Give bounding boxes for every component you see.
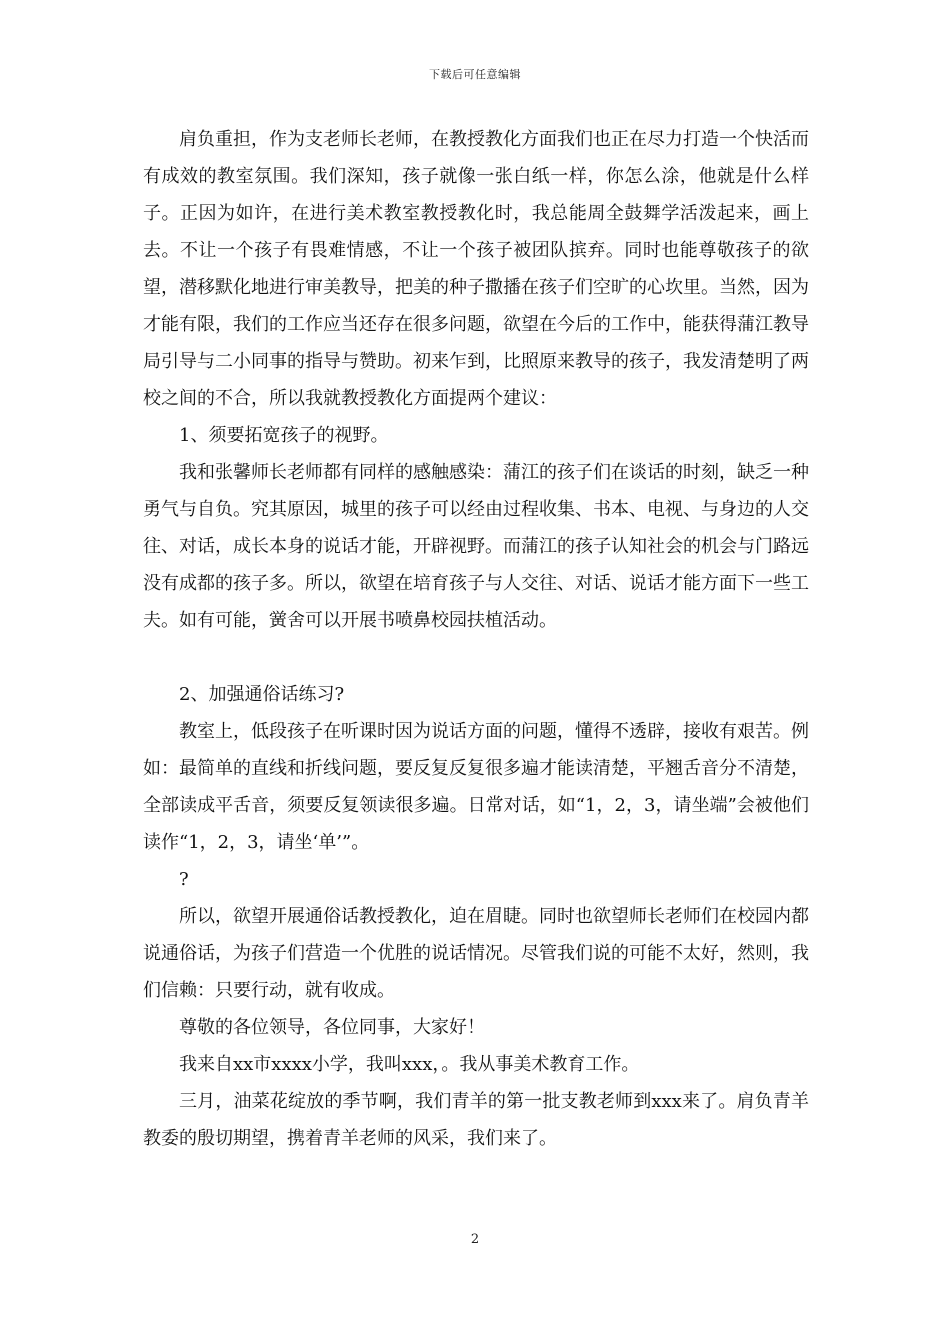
- document-body: [143, 121, 809, 1157]
- paragraph-suggestion-1-body: 我和张馨师长老师都有同样的感触感染：蒲江的孩子们在谈话的时刻，缺乏一种勇气与自负。究其原因，城里的孩子可以经由过程收集、书本、电视、与身边的人交往、对话，成长本身的说话才能，开辟视野。而蒲江的孩子认知社会的机会与门路远没有成都的孩子多。所以，欲望在培育孩子与人交往、对话、说话才能方面下一些工夫。如有可能，黉舍可以开展书喷鼻校园扶植活动。: [143, 462, 809, 631]
- page-number: 2: [470, 1232, 480, 1247]
- paragraph-suggestion-2-body: 教室上，低段孩子在听课时因为说话方面的问题，懂得不透辟，接收有艰苦。例如：最简单的直线和折线问题，要反复反复很多遍才能读清楚，平翘舌音分不清楚，全部读成平舌音，须要反复领读很多遍。日常对话，如“1，2，3，请坐端”会被他们读作“1，2，3，请坐‘单’”。: [143, 721, 809, 853]
- paragraph-conclusion: 所以，欲望开展通俗话教授教化，迫在眉睫。同时也欲望师长老师们在校园内都说通俗话，为孩子们营造一个优胜的说话情况。尽管我们说的可能不太好，然则，我们信赖：只要行动，就有收成。: [143, 906, 809, 1001]
- paragraph-arrival: 三月，油菜花绽放的季节啊，我们青羊的第一批支教老师到xxx来了。肩负青羊教委的殷切期望，携着青羊老师的风采，我们来了。: [143, 1091, 809, 1149]
- page-header: 下载后可任意编辑: [429, 68, 521, 81]
- paragraph-question-mark: ?: [179, 869, 189, 890]
- paragraph-suggestion-1-heading: 1、须要拓宽孩子的视野。: [179, 425, 389, 446]
- paragraph-greeting: 尊敬的各位领导，各位同事，大家好！: [179, 1017, 485, 1038]
- paragraph-intro: 肩负重担，作为支老师长老师，在教授教化方面我们也正在尽力打造一个快活而有成效的教室氛围。我们深知，孩子就像一张白纸一样，你怎么涂，他就是什么样子。正因为如许，在进行美术教室教授教化时，我总能周全鼓舞学活泼起来，画上去。不让一个孩子有畏难情感，不让一个孩子被团队摈弃。同时也能尊敬孩子的欲望，潜移默化地进行审美教导，把美的种子撒播在孩子们空旷的心坎里。当然，因为才能有限，我们的工作应当还存在很多问题，欲望在今后的工作中，能获得蒲江教导局引导与二小同事的指导与赞助。初来乍到，比照原来教导的孩子，我发清楚明了两校之间的不合，所以我就教授教化方面提两个建议：: [143, 129, 809, 409]
- paragraph-self-intro: 我来自xx市xxxx小学，我叫xxx，。我从事美术教育工作。: [179, 1054, 640, 1075]
- paragraph-suggestion-2-heading: 2、加强通俗话练习?: [179, 684, 345, 705]
